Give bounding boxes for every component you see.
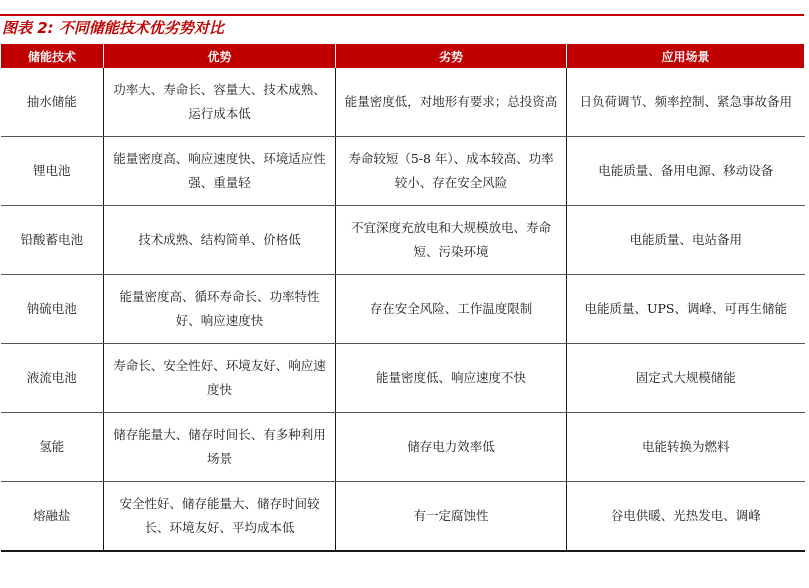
cell-applications: 电能质量、UPS、调峰、可再生储能 [567,275,805,344]
table-row [1,206,805,275]
header-disadvantages: 劣势 [336,44,567,68]
cell-disadvantages: 能量密度低、响应速度不快 [336,344,567,413]
cell-technology: 锂电池 [1,137,104,206]
cell-applications: 固定式大规模储能 [567,344,805,413]
header-advantages: 优势 [104,44,336,68]
cell-advantages: 安全性好、储存能量大、储存时间较长、环境友好、平均成本低 [104,482,336,552]
cell-advantages: 能量密度高、循环寿命长、功率特性好、响应速度快 [104,275,336,344]
figure-title: 图表 2: 不同储能技术优劣势对比 [2,19,224,37]
table-body [1,68,805,551]
cell-disadvantages: 寿命较短（5-8 年）、成本较高、功率较小、存在安全风险 [336,137,567,206]
table-header-row [1,44,805,68]
cell-advantages: 能量密度高、响应速度快、环境适应性强、重量轻 [104,137,336,206]
cell-technology: 熔融盐 [1,482,104,552]
cell-technology: 钠硫电池 [1,275,104,344]
cell-advantages: 技术成熟、结构简单、价格低 [104,206,336,275]
table-row [1,137,805,206]
cell-applications: 电能转换为燃料 [567,413,805,482]
title-rule [0,14,804,16]
table-row [1,482,805,552]
header-applications: 应用场景 [567,44,805,68]
cell-applications: 电能质量、电站备用 [567,206,805,275]
cell-disadvantages: 储存电力效率低 [336,413,567,482]
cell-applications: 电能质量、备用电源、移动设备 [567,137,805,206]
header-technology: 储能技术 [1,44,104,68]
cell-technology: 抽水储能 [1,68,104,137]
cell-applications: 日负荷调节、频率控制、紧急事故备用 [567,68,805,137]
cell-technology: 液流电池 [1,344,104,413]
cell-disadvantages: 存在安全风险、工作温度限制 [336,275,567,344]
table-row [1,275,805,344]
table-row [1,413,805,482]
cell-disadvantages: 能量密度低，对地形有要求；总投资高 [336,68,567,137]
comparison-table [0,44,805,552]
cell-advantages: 功率大、寿命长、容量大、技术成熟、运行成本低 [104,68,336,137]
cell-technology: 氢能 [1,413,104,482]
cell-applications: 谷电供暖、光热发电、调峰 [567,482,805,552]
table-row [1,68,805,137]
cell-advantages: 寿命长、安全性好、环境友好、响应速度快 [104,344,336,413]
cell-disadvantages: 有一定腐蚀性 [336,482,567,552]
cell-disadvantages: 不宜深度充放电和大规模放电、寿命短、污染环境 [336,206,567,275]
table-row [1,344,805,413]
cell-advantages: 储存能量大、储存时间长、有多种利用场景 [104,413,336,482]
cell-technology: 铅酸蓄电池 [1,206,104,275]
